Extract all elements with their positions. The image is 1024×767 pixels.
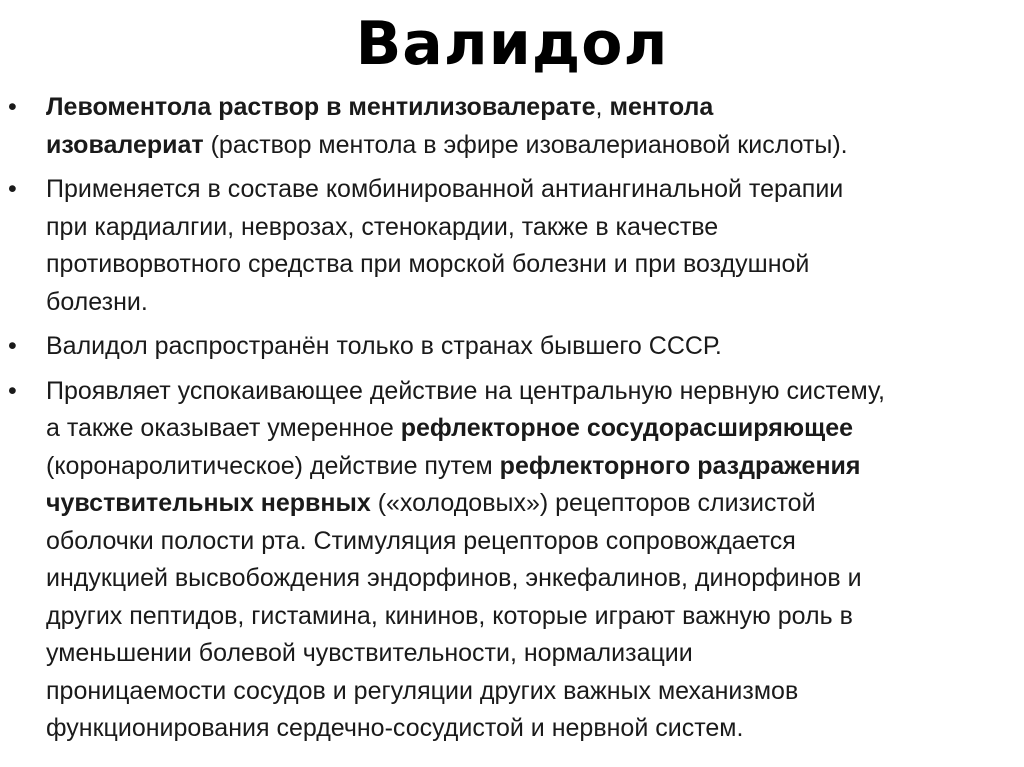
bold-text: рефлекторного раздражения	[499, 451, 861, 480]
bullet-line	[46, 599, 853, 633]
bullet-dot-icon: •	[8, 376, 17, 405]
bullet-dot-icon: •	[8, 93, 17, 121]
slide-title: Валидол	[355, 9, 669, 79]
bold-text: изовалериат	[46, 130, 204, 159]
text-segment: оболочки полости рта. Стимуляция рецепторов сопровождается	[46, 526, 796, 555]
bullet-line	[46, 711, 743, 745]
bullet-line	[46, 285, 148, 319]
bullet-line	[46, 172, 843, 206]
bullet-line	[46, 374, 885, 408]
bullet-line	[46, 449, 861, 483]
bullet-line	[46, 561, 862, 595]
bold-text: Левоментола раствор в ментилизовалерате	[46, 93, 596, 121]
text-segment: противорвотного средства при морской болезни и при воздушной	[46, 250, 810, 278]
bold-text: чувствительных нервных	[46, 489, 371, 517]
bullet-line	[46, 210, 718, 244]
text-segment: болезни.	[46, 287, 148, 316]
bullet-line	[46, 636, 693, 670]
text-segment: а также оказывает умеренное	[46, 414, 401, 442]
text-segment: («холодовых») рецепторов слизистой	[370, 489, 816, 517]
text-segment: функционирования сердечно-сосудистой и нервной систем.	[46, 714, 744, 742]
bullet-dot-icon: •	[8, 175, 17, 203]
text-segment: уменьшении болевой чувствительности, нормализации	[46, 639, 693, 667]
bullet-dot-icon: •	[8, 332, 17, 360]
text-segment: (коронаролитическое) действие путем	[46, 451, 500, 480]
bullet-line	[46, 411, 853, 445]
bold-text: ментола	[609, 93, 714, 121]
text-segment: ,	[595, 93, 610, 121]
bullet-line	[46, 524, 796, 558]
bullet-line	[46, 674, 798, 708]
bullet-line	[46, 329, 722, 363]
bold-text: рефлекторное сосудорасширяющее	[400, 414, 854, 442]
bullet-line	[46, 486, 816, 520]
text-segment: проницаемости сосудов и регуляции других важных механизмов	[46, 676, 799, 705]
text-segment: (раствор ментола в эфире изовалериановой кислоты).	[203, 130, 848, 159]
text-segment: индукцией высвобождения эндорфинов, энкефалинов, динорфинов и	[46, 564, 862, 592]
text-segment: Проявляет успокаивающее действие на центральную нервную систему,	[46, 376, 885, 405]
text-segment: при кардиалгии, неврозах, стенокардии, также в качестве	[46, 212, 719, 241]
bullet-line	[46, 90, 713, 124]
text-segment: других пептидов, гистамина, кининов, которые играют важную роль в	[46, 601, 853, 630]
text-segment: Валидол распространён только в странах бывшего СССР.	[46, 332, 722, 360]
bullet-line	[46, 128, 848, 162]
text-segment: Применяется в составе комбинированной антиангинальной терапии	[46, 175, 844, 203]
bullet-line	[46, 247, 809, 281]
